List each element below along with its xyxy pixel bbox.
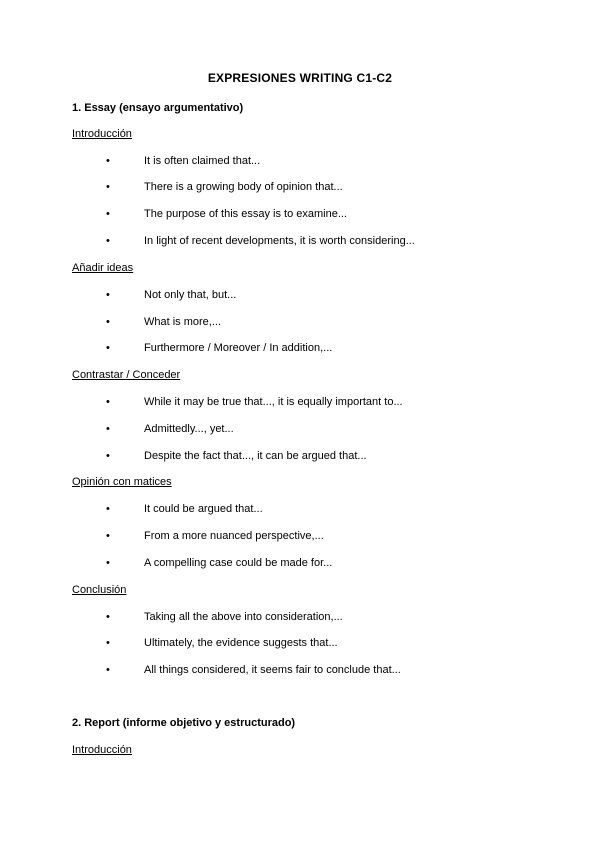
bullet-icon: • xyxy=(106,289,110,301)
list-item-text: The purpose of this essay is to examine... xyxy=(144,208,347,220)
list-item-text: All things considered, it seems fair to conclude that... xyxy=(144,664,401,676)
list-item xyxy=(0,155,600,169)
list-item xyxy=(0,423,600,437)
list-item-text: Despite the fact that..., it can be argued that... xyxy=(144,450,367,462)
bullet-icon: • xyxy=(106,316,110,328)
bullet-icon: • xyxy=(106,503,110,515)
subheading-introduccion-report: Introducción xyxy=(72,744,132,756)
list-item-text: Taking all the above into consideration,... xyxy=(144,611,343,623)
list-item-text: It could be argued that... xyxy=(144,503,263,515)
bullet-icon: • xyxy=(106,664,110,676)
section-heading-report: 2. Report (informe objetivo y estructurado) xyxy=(72,717,296,729)
list-item xyxy=(0,289,600,303)
list-item xyxy=(0,450,600,464)
list-item-text: What is more,... xyxy=(144,316,222,328)
list-item xyxy=(0,637,600,651)
list-item xyxy=(0,342,600,356)
bullet-icon: • xyxy=(106,557,110,569)
list-item-text: A compelling case could be made for... xyxy=(144,557,333,569)
bullet-icon: • xyxy=(106,181,110,193)
list-item xyxy=(0,503,600,517)
list-item-text: Not only that, but... xyxy=(144,289,237,301)
list-item-text: Ultimately, the evidence suggests that... xyxy=(144,637,338,649)
bullet-icon: • xyxy=(106,637,110,649)
list-item xyxy=(0,316,600,330)
bullet-icon: • xyxy=(106,611,110,623)
section-heading-essay: 1. Essay (ensayo argumentativo) xyxy=(72,102,244,114)
subheading-contrastar-conceder: Contrastar / Conceder xyxy=(72,369,181,381)
list-item xyxy=(0,557,600,571)
bullet-icon: • xyxy=(106,342,110,354)
bullet-icon: • xyxy=(106,396,110,408)
subheading-anadir-ideas: Añadir ideas xyxy=(72,262,134,274)
list-item-text: It is often claimed that... xyxy=(144,155,261,167)
list-item-text: Furthermore / Moreover / In addition,... xyxy=(144,342,333,354)
list-item xyxy=(0,208,600,222)
document-title: EXPRESIONES WRITING C1-C2 xyxy=(207,71,393,85)
list-item xyxy=(0,611,600,625)
list-item xyxy=(0,181,600,195)
bullet-icon: • xyxy=(106,235,110,247)
bullet-icon: • xyxy=(106,423,110,435)
subheading-opinion-con-matices: Opinión con matices xyxy=(72,476,172,488)
list-item xyxy=(0,235,600,249)
subheading-introduccion: Introducción xyxy=(72,128,132,140)
list-item-text: From a more nuanced perspective,... xyxy=(144,530,324,542)
list-item-text: There is a growing body of opinion that... xyxy=(144,181,343,193)
bullet-icon: • xyxy=(106,450,110,462)
list-item xyxy=(0,664,600,678)
list-item-text: In light of recent developments, it is worth considering... xyxy=(144,235,415,247)
list-item-text: While it may be true that..., it is equally important to... xyxy=(144,396,403,408)
bullet-icon: • xyxy=(106,530,110,542)
list-item xyxy=(0,530,600,544)
list-item-text: Admittedly..., yet... xyxy=(144,423,234,435)
list-item xyxy=(0,396,600,410)
bullet-icon: • xyxy=(106,208,110,220)
bullet-icon: • xyxy=(106,155,110,167)
subheading-conclusion: Conclusión xyxy=(72,584,127,596)
